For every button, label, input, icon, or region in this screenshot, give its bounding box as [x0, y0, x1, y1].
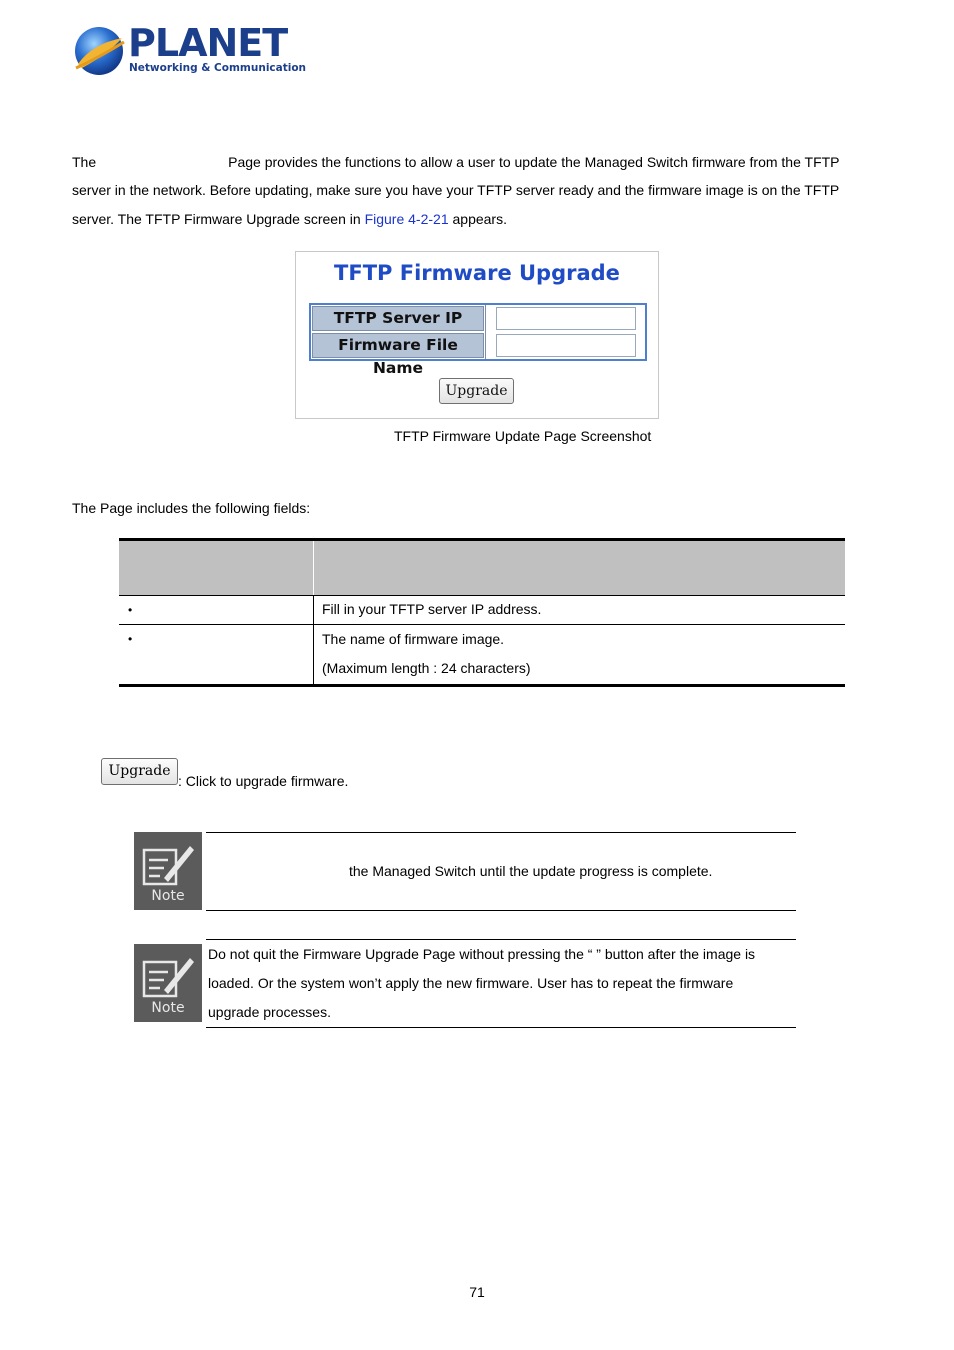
- logo-tagline: Networking & Communication: [129, 62, 307, 74]
- figure-upgrade-button[interactable]: Upgrade: [439, 378, 514, 404]
- bullet: •: [128, 632, 133, 646]
- firmware-file-name-row: [311, 332, 645, 377]
- firmware-file-name-input[interactable]: [496, 334, 636, 357]
- figure-caption: TFTP Firmware Update Page Screenshot: [394, 428, 652, 444]
- page-number: 71: [469, 1284, 485, 1300]
- upgrade-button-description: : Click to upgrade firmware.: [178, 773, 349, 789]
- figure-link[interactable]: Figure 4-2-21: [364, 211, 449, 227]
- fields-intro: The Page includes the following fields:: [72, 500, 311, 516]
- field-description: (Maximum length : 24 characters): [322, 660, 531, 676]
- note-text: upgrade processes.: [208, 1004, 331, 1020]
- tftp-server-ip-label: TFTP Server IP: [312, 306, 484, 331]
- field-description: Fill in your TFTP server IP address.: [322, 601, 542, 617]
- note-text: the Managed Switch until the update progress is complete.: [349, 863, 713, 879]
- fields-table-header: [119, 541, 845, 595]
- intro-line-1: The Page provides the functions to allow a user to update the Managed Switch firmware from the TFTP: [72, 154, 840, 170]
- intro-line-2: server in the network. Before updating, make sure you have your TFTP server ready and the firmware image is on the TFTP: [72, 182, 840, 198]
- upgrade-button[interactable]: Upgrade: [101, 758, 178, 785]
- tftp-upgrade-figure: [295, 251, 659, 419]
- bullet: •: [128, 603, 133, 617]
- logo-wordmark: PLANET: [128, 21, 288, 65]
- note-icon: Note: [134, 832, 202, 910]
- note-text: Do not quit the Firmware Upgrade Page without pressing the “ ” button after the image is: [208, 946, 756, 962]
- tftp-settings-table: [309, 303, 647, 377]
- firmware-file-name-label: Firmware File Name: [312, 333, 484, 358]
- note-text: loaded. Or the system won’t apply the new firmware. User has to repeat the firmware: [208, 975, 734, 991]
- fields-table-row: [119, 595, 845, 624]
- fields-table-row: [119, 624, 845, 684]
- tftp-server-ip-input[interactable]: [496, 307, 636, 330]
- intro-line-3: server. The TFTP Firmware Upgrade screen in Figure 4-2-21 appears.: [72, 211, 507, 227]
- figure-title: TFTP Firmware Upgrade: [334, 261, 620, 285]
- fields-table: [119, 538, 845, 688]
- globe-icon: [72, 24, 126, 78]
- field-description: The name of firmware image.: [322, 631, 505, 647]
- note-icon: Note: [134, 944, 202, 1022]
- tftp-server-ip-row: [311, 305, 645, 332]
